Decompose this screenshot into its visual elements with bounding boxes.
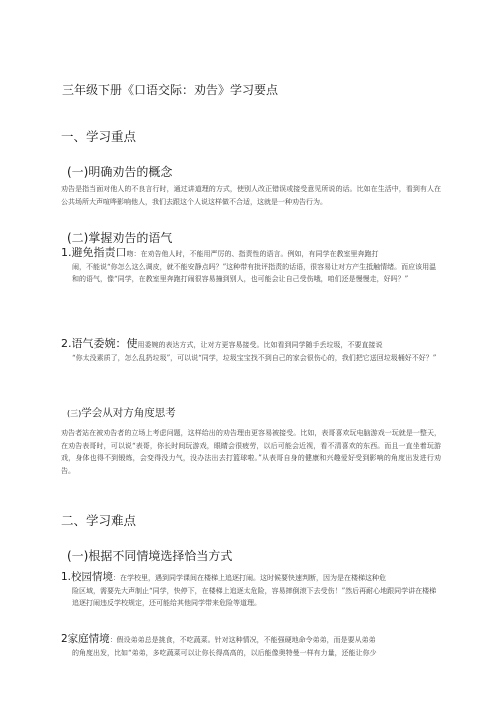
item-continuation: 闹，不能说“你怎么这么调皮，就不能安静点吗？”这种带有批评指责的话语，很容易让对方产生抵触情绪。而应该用温和的语气，像“同学，在教室里奔跑打闹很容易撞到别人，也可能会让自己受伤哦，咱们还是慢慢走，好吗？” [72, 262, 437, 283]
subheading-text: 学会从对方角度思考 [81, 407, 176, 419]
list-item-gentle-tone [61, 338, 441, 364]
subheading-concept: (一)明确劝告的概念 [67, 165, 173, 179]
subheading-tone: (二)掌握劝告的语气 [67, 231, 173, 245]
subheading-mark: (三) [67, 409, 82, 418]
paragraph-perspective: 劝告者站在被劝告者的立场上考虑问题，这样给出的劝告理由更容易被接受。比如，表哥喜欢玩电脑游戏一玩就是一整天，在劝告表哥时，可以说“表哥，你长时间玩游戏，眼睛会很疲劳，以后可能会近视，看不清喜欢的东西。而且一直坐着玩游戏，身体也得不到锻炼，会变得没力气，没办法出去打篮球啦。”从表哥自身的健康和兴趣爱好受到影响的角度出发进行劝告。 [61, 429, 441, 475]
list-item-family [61, 633, 441, 659]
item-lead: 1.校园情境 [61, 571, 114, 583]
paragraph-concept: 劝告是指当面对他人的不良言行时，通过讲道理的方式，使别人改正错误或接受意见所说的话。比如在生活中，看到有人在公共场所大声喧哗影响他人，我们去跟这个人说这样做不合适，这就是一种劝告行为。 [61, 185, 441, 206]
item-continuation: “你太没素质了，怎么乱扔垃圾”，可以说“同学，垃圾宝宝找不到自己的家会很伤心的，我们把它送回垃圾桶好不好？” [72, 353, 437, 362]
section-heading-key-points: 一、学习重点 [61, 129, 137, 144]
section-heading-difficulties: 二、学习难点 [61, 513, 137, 528]
item-number: 1 [61, 246, 68, 259]
item-lead: 2家庭情境 [61, 633, 110, 645]
item-continuation: 的角度出发，比如“弟弟，多吃蔬菜可以让你长得高高的，以后能像奥特曼一样有力量，还能让你少 [72, 648, 377, 657]
subheading-perspective [67, 405, 176, 420]
item-lead: .避免指责口 [68, 246, 127, 259]
item-first-line: 用委婉的表达方式，让对方更容易接受。比如看到同学随手丢垃圾，不要直接说 [137, 341, 383, 349]
item-first-line: ：在学校里，遇到同学课间在楼梯上追逐打闹。这时候要快速判断，因为是在楼梯这种危 [113, 574, 387, 582]
item-first-line: ：假设弟弟总是挑食，不吃蔬菜。针对这种情况，不能强硬地命令弟弟，而是要从弟弟 [109, 636, 376, 644]
subheading-situations: (一)根据不同情境选择恰当方式 [67, 549, 233, 563]
item-continuation: 险区域，需要先大声制止“同学，快停下，在楼梯上追逐太危险，容易摔倒滚下去受伤！”然后再耐心地跟同学讲在楼梯追逐打闹违反学校规定，还可能给其他同学带来危险等道理。 [72, 586, 437, 607]
item-lead: .语气委婉：使 [68, 337, 138, 350]
item-first-line: 吻：在劝告他人时，不能用严厉的、指责性的语言。例如，有同学在教室里奔跑打 [126, 250, 379, 258]
item-number: 2 [61, 337, 68, 350]
list-item-avoid-blame [61, 247, 441, 286]
document-title: 三年级下册《口语交际：劝告》学习要点 [62, 83, 279, 97]
list-item-school [61, 571, 441, 610]
